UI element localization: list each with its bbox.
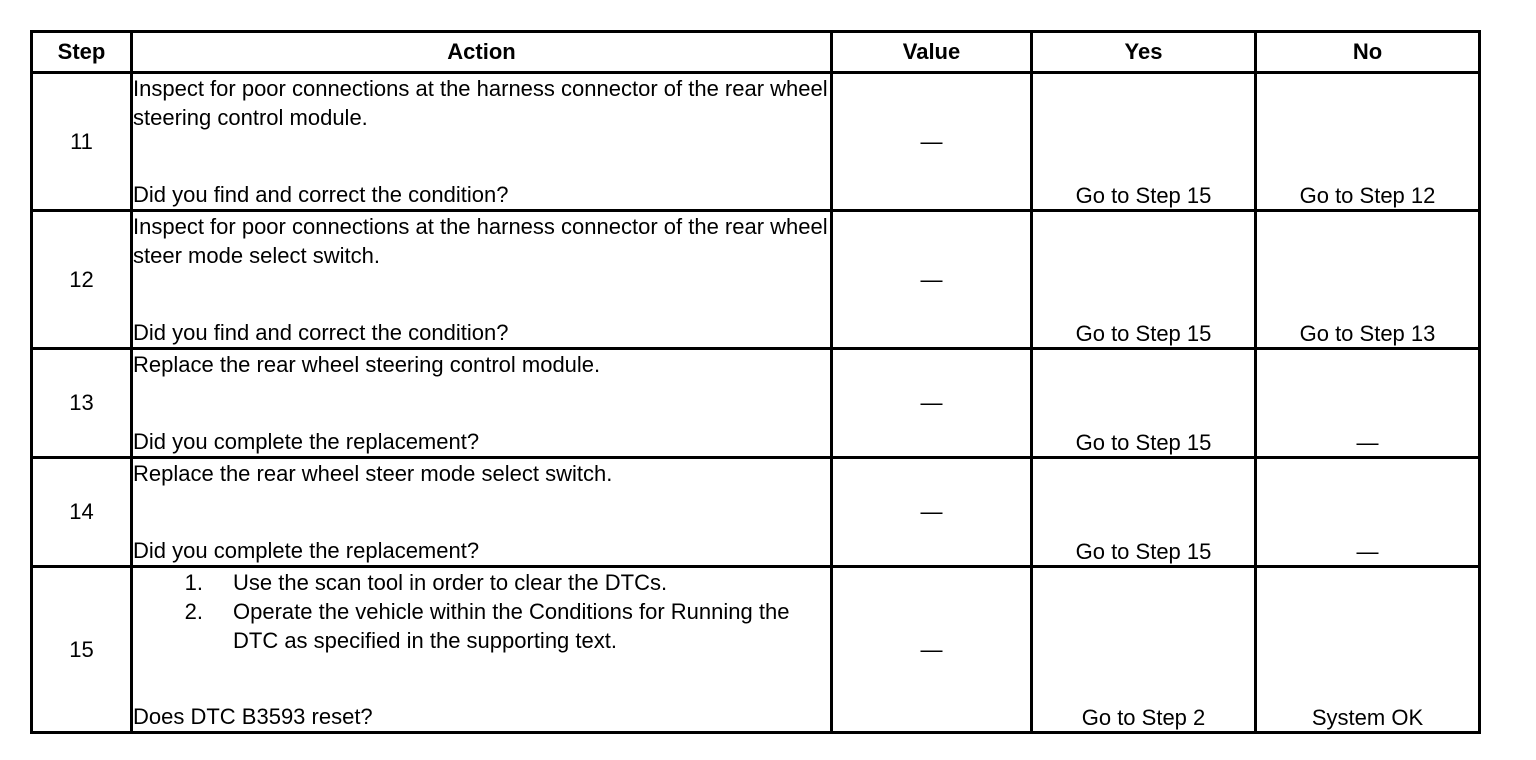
value-cell [832, 349, 1032, 458]
yes-cell: Go to Step 15 [1032, 73, 1256, 211]
header-step: Step [32, 32, 132, 73]
value-dash: — [920, 390, 943, 415]
action-question: Did you find and correct the condition? [133, 320, 509, 345]
table-row [32, 567, 1480, 733]
substep-text: Operate the vehicle within the Conditions for Running the DTC as specified in the supporting text. [233, 599, 790, 653]
header-value: Value [832, 32, 1032, 73]
action-question: Did you complete the replacement? [133, 429, 480, 454]
action-question: Does DTC B3593 reset? [133, 704, 373, 729]
diagnostic-table [30, 30, 1481, 734]
action-instruction: Replace the rear wheel steer mode select switch. [133, 461, 613, 486]
step-number: 14 [32, 458, 132, 567]
yes-cell: Go to Step 2 [1032, 567, 1256, 733]
header-row [32, 32, 1480, 73]
value-dash: — [920, 499, 943, 524]
table-row [32, 73, 1480, 211]
step-number: 12 [32, 211, 132, 349]
value-dash: — [920, 128, 943, 154]
value-cell [832, 211, 1032, 349]
action-instruction: Replace the rear wheel steering control module. [133, 352, 601, 377]
step-number: 13 [32, 349, 132, 458]
no-cell: Go to Step 13 [1256, 211, 1480, 349]
action-question: Did you find and correct the condition? [133, 182, 509, 207]
table-row [32, 458, 1480, 567]
action-question: Did you complete the replacement? [133, 538, 480, 563]
action-cell [132, 349, 832, 458]
no-cell: — [1256, 458, 1480, 567]
substep-list [133, 568, 830, 655]
value-dash: — [920, 266, 943, 292]
action-cell [132, 73, 832, 211]
step-number: 11 [32, 73, 132, 211]
action-cell [132, 211, 832, 349]
substep-item [133, 597, 830, 655]
yes-cell: Go to Step 15 [1032, 211, 1256, 349]
table-row [32, 349, 1480, 458]
value-cell [832, 73, 1032, 211]
step-number: 15 [32, 567, 132, 733]
substep-number: 1. [184, 570, 203, 595]
header-yes: Yes [1032, 32, 1256, 73]
substep-number: 2. [184, 599, 203, 624]
no-cell: — [1256, 349, 1480, 458]
header-no: No [1256, 32, 1480, 73]
value-dash: — [920, 636, 943, 662]
yes-cell: Go to Step 15 [1032, 349, 1256, 458]
substep-text: Use the scan tool in order to clear the DTCs. [233, 570, 668, 595]
header-action: Action [132, 32, 832, 73]
action-cell [132, 567, 832, 733]
action-instruction: Inspect for poor connections at the harness connector of the rear wheel steering control module. [133, 76, 828, 130]
yes-cell: Go to Step 15 [1032, 458, 1256, 567]
table-row [32, 211, 1480, 349]
substep-item [133, 568, 830, 597]
no-cell: System OK [1256, 567, 1480, 733]
value-cell [832, 567, 1032, 733]
action-cell [132, 458, 832, 567]
action-instruction: Inspect for poor connections at the harness connector of the rear wheel steer mode select switch. [133, 214, 828, 268]
value-cell [832, 458, 1032, 567]
no-cell: Go to Step 12 [1256, 73, 1480, 211]
